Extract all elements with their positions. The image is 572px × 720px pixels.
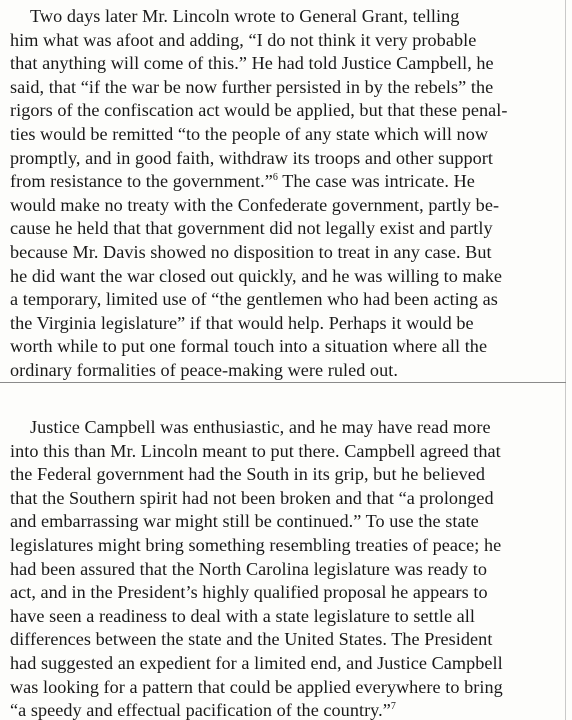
text-line: cause he held that that government did not legally exist and partly [10,218,493,239]
text-line: had suggested an expedient for a limited end, and Justice Campbell [10,653,503,673]
text-line [10,700,396,720]
text-line: promptly, and in good faith, withdraw its troops and other support [10,147,494,168]
text-line: said, that “if the war be now further persisted in by the rebels” the [10,76,494,97]
text-line: Justice Campbell was enthusiastic, and he may have read more [30,417,491,437]
text-line: had been assured that the North Carolina legislature was ready to [10,558,487,579]
text-line: the Federal government had the South in its grip, but he believed [10,464,486,485]
text-line: have seen a readiness to deal with a state legislature to settle all [10,605,475,626]
text-line: that the Southern spirit had not been broken and that “a prolonged [10,487,494,508]
footnote-ref-7: 7 [390,701,396,713]
footnote-ref-6: 6 [272,172,278,184]
text-line: he did want the war closed out quickly, and he was willing to make [10,265,503,286]
text-line [10,171,475,191]
scan-edge-mark [565,0,566,720]
text-line: worth while to put one formal touch into a situation where all the [10,336,488,357]
text-segment: from resistance to the government.” [10,171,273,192]
text-line: ties would be remitted “to the people of any state which will now [10,124,489,144]
text-line: the Virginia legislature” if that would help. Perhaps it would be [10,312,474,333]
text-line: into this than Mr. Lincoln meant to put there. Campbell agreed that [10,440,501,461]
text-line: a temporary, limited use of “the gentlemen who had been acting as [10,289,498,310]
text-line: legislatures might bring something resembling treaties of peace; he [10,535,502,555]
text-line: him what was afoot and adding, “I do not think it very probable [10,29,477,50]
text-line: because Mr. Davis showed no disposition to treat in any case. But [10,242,492,262]
section-divider [0,382,566,383]
text-line: Two days later Mr. Lincoln wrote to General Grant, telling [30,6,460,26]
text-line: and embarrassing war might still be continued.” To use the state [10,511,479,532]
text-line: was looking for a pattern that could be applied everywhere to bring [10,676,503,697]
text-segment: “a speedy and effectual pacification of the country.” [10,700,391,720]
text-line: would make no treaty with the Confederate government, partly be- [10,194,500,215]
text-line: ordinary formalities of peace-making were ruled out. [10,360,398,380]
text-segment: The case was intricate. He [282,171,475,192]
text-line: that anything will come of this.” He had told Justice Campbell, he [10,53,494,74]
text-line: rigors of the confiscation act would be applied, but that these penal- [10,100,508,121]
text-line: act, and in the President’s highly qualified proposal he appears to [10,582,488,603]
text-line: differences between the state and the United States. The President [10,629,493,650]
